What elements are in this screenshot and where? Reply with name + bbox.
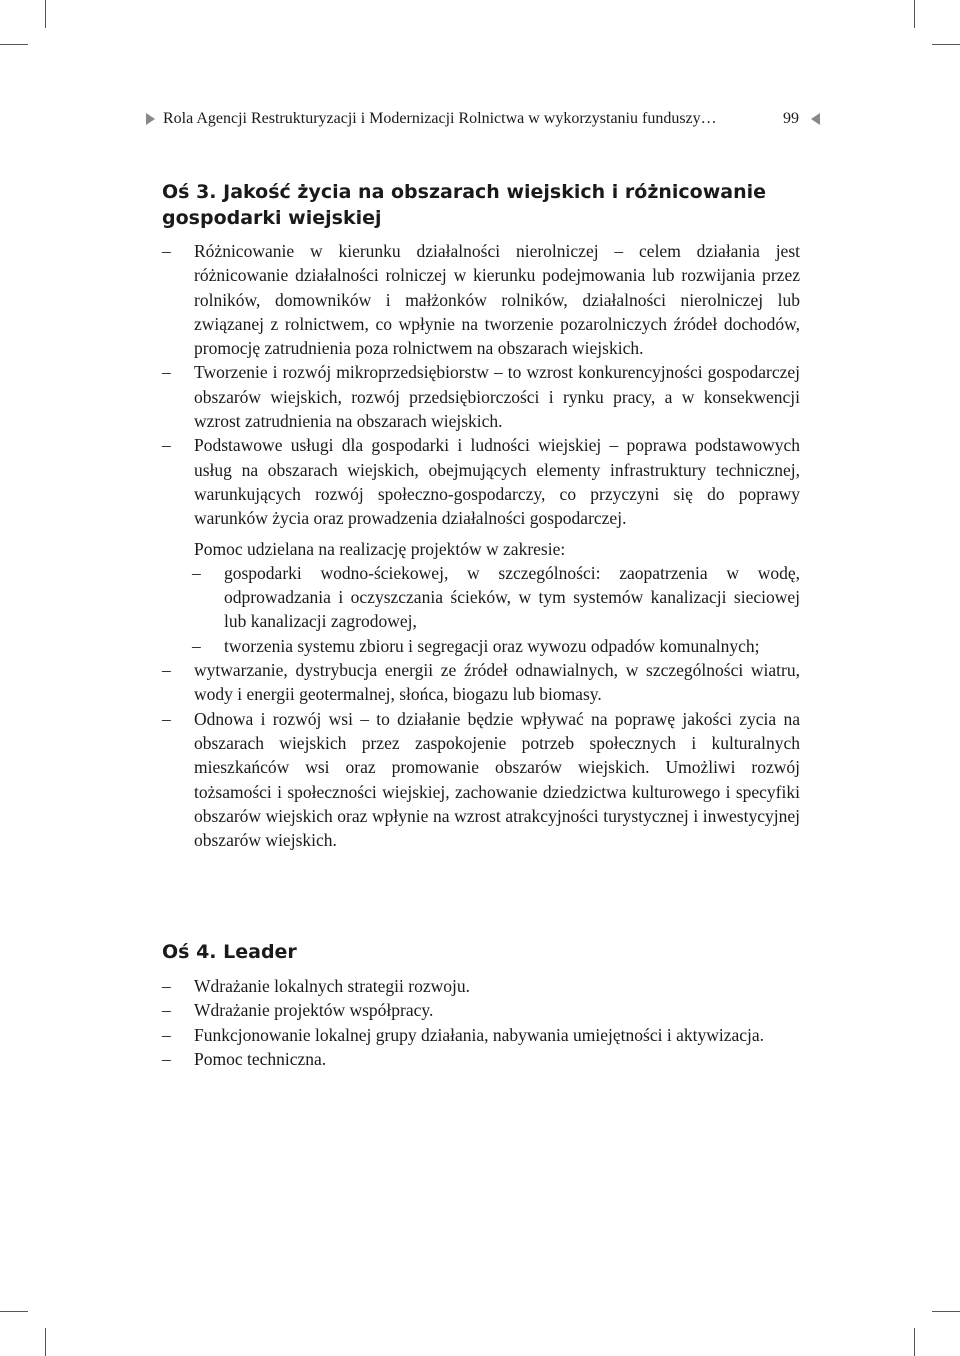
crop-mark (0, 44, 28, 45)
list-item (162, 707, 800, 853)
sub-list (162, 561, 800, 658)
section-body-os3 (162, 239, 800, 852)
list-item (162, 1023, 800, 1047)
measures-list-continued (162, 658, 800, 852)
dash-bullet: – (162, 435, 171, 456)
dash-bullet: – (192, 562, 201, 583)
measures-list (162, 239, 800, 531)
triangle-left-icon (811, 113, 820, 125)
crop-mark (45, 0, 46, 28)
running-header-title: Rola Agencji Restrukturyzacji i Modernizacji Rolnictwa w wykorzystaniu funduszy… (163, 110, 717, 127)
leader-list (162, 974, 800, 1071)
list-item (162, 1047, 800, 1071)
section-body-os4 (162, 974, 800, 1071)
crop-mark (914, 0, 915, 28)
list-item-text: Różnicowanie w kierunku działalności nierolniczej – celem działania jest różnicowanie działalności rolniczej w kierunku podejmowania lub rozwijania przez rolników, domowników i małżonków rolników, działalności nierolniczej lub związanej z rolnictwem, co wpłynie na tworzenie pozarolniczych źródeł dochodów, promocję zatrudnienia poza rolnictwem na obszarach wiejskich. (194, 241, 800, 359)
crop-mark (45, 1328, 46, 1356)
section-heading-os3: Oś 3. Jakość życia na obszarach wiejskich i różnicowanie gospodarki wiejskiej (162, 181, 767, 229)
dash-bullet: – (162, 362, 171, 383)
crop-mark (0, 1311, 28, 1312)
crop-mark (932, 44, 960, 45)
crop-mark (932, 1311, 960, 1312)
dash-bullet: – (162, 241, 171, 261)
list-item-text: gospodarki wodno-ściekowej, w szczególności: zaopatrzenia w wodę, odprowadzania i oczyszczania ścieków, w tym systemów kanalizacji sieciowej lub kanalizacji zagrodowej, (224, 562, 800, 632)
dash-bullet: – (162, 1024, 171, 1045)
crop-mark (914, 1328, 915, 1356)
list-item-text: Wdrażanie projektów współpracy. (194, 1000, 434, 1021)
page-number: 99 (783, 110, 799, 127)
dash-bullet: – (162, 1000, 171, 1021)
list-item-text: Wdrażanie lokalnych strategii rozwoju. (194, 976, 471, 996)
list-item (162, 239, 800, 360)
list-item-text: wytwarzanie, dystrybucja energii ze źródeł odnawialnych, w szczególności wiatru, wody i energii geotermalnej, słońca, biogazu lub biomasy. (194, 660, 800, 705)
list-item-text: Funkcjonowanie lokalnej grupy działania, nabywania umiejętności i aktywizacja. (194, 1024, 765, 1045)
dash-bullet: – (162, 1048, 171, 1069)
list-item (162, 974, 800, 998)
triangle-right-icon (146, 113, 155, 125)
dash-bullet: – (162, 976, 171, 996)
list-item-text: Tworzenie i rozwój mikroprzedsiębiorstw – to wzrost konkurencyjności gospodarczej obszarów wiejskich, rozwój przedsiębiorczości i rynku pracy, a w konsekwencji wzrost zatrudnienia na obszarach wiejskich. (194, 362, 800, 432)
sub-list-item (162, 634, 800, 658)
list-item-text: Podstawowe usługi dla gospodarki i ludności wiejskiej – poprawa podstawowych usług na obszarach wiejskich, obejmujących elementy infrastruktury technicznej, warunkujących rozwój społeczno-gospodarczy, co przyczyni się do poprawy warunków życia oraz prowadzenia działalności gospodarczej. (194, 435, 800, 529)
dash-bullet: – (192, 635, 201, 656)
list-item-text: tworzenia systemu zbioru i segregacji oraz wywozu odpadów komunalnych; (224, 635, 760, 656)
dash-bullet: – (162, 708, 171, 729)
section-heading-os4: Oś 4. Leader (162, 941, 297, 963)
list-item-text: Pomoc techniczna. (194, 1048, 327, 1069)
list-item (162, 360, 800, 433)
dash-bullet: – (162, 660, 171, 681)
list-item (162, 658, 800, 707)
list-item (162, 998, 800, 1022)
sub-list-item (162, 561, 800, 634)
running-header (146, 108, 820, 130)
list-item (162, 433, 800, 530)
paragraph-intro: Pomoc udzielana na realizację projektów w zakresie: (194, 538, 566, 559)
list-item-text: Odnowa i rozwój wsi – to działanie będzie wpływać na poprawę jakości zycia na obszarach wiejskich przez zaspokojenie potrzeb społecznych i kulturalnych mieszkańców wsi oraz promowanie obszarów wiejskich. Umożliwi rozwój tożsamości i społeczności wiejskiej, zachowanie dziedzictwa kulturowego i specyfiki obszarów wiejskich oraz wpłynie na wzrost atrakcyjności turystycznej i inwestycyjnej obszarów wiejskich. (194, 708, 800, 851)
